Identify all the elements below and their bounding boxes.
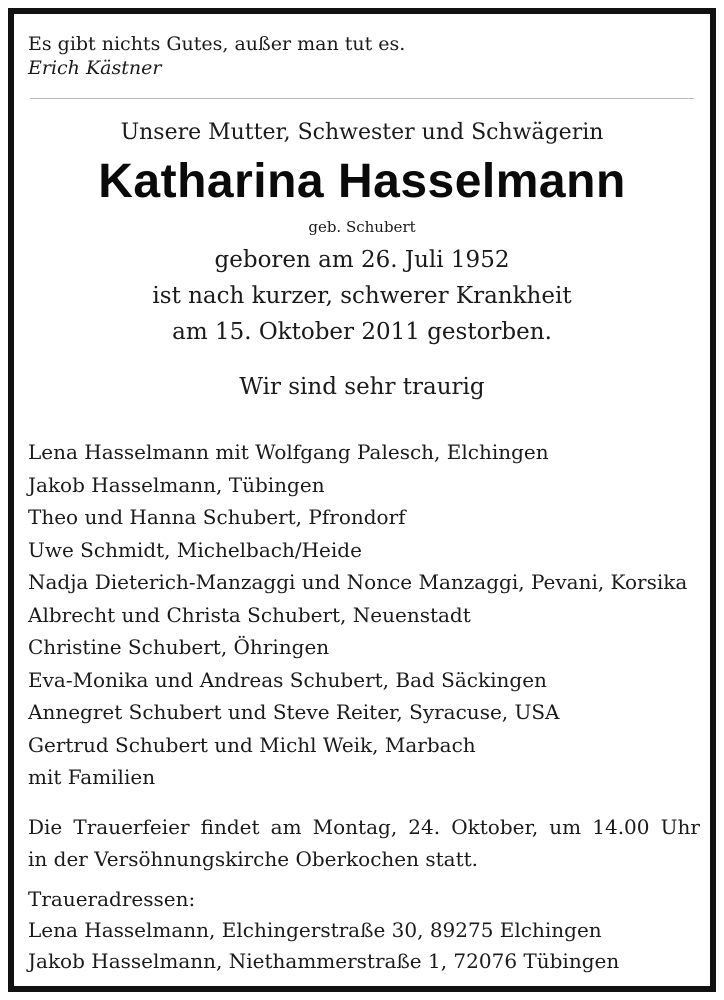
service-word: 24.	[408, 815, 441, 839]
mourner-entry: Nadja Dieterich-Manzaggi und Nonce Manzaggi, Pevani, Korsika	[28, 570, 688, 594]
mourner-entry: mit Familien	[28, 765, 156, 789]
mourner-entry: Gertrud Schubert und Michl Weik, Marbach	[28, 732, 476, 757]
death-line: am 15. Oktober 2011 gestorben.	[172, 319, 552, 345]
divider	[30, 98, 694, 99]
maiden-name: geb. Schubert	[308, 218, 416, 236]
birth-line: geboren am 26. Juli 1952	[214, 247, 510, 273]
quote-block	[28, 32, 405, 80]
address-line: Jakob Hasselmann, Niethammerstraße 1, 72076 Tübingen	[28, 949, 620, 973]
service-word: 14.00	[592, 815, 650, 839]
intro-line: Unsere Mutter, Schwester und Schwägerin	[120, 120, 604, 145]
service-line-2: in der Versöhnungskirche Oberkochen statt.	[28, 847, 479, 871]
quote-author: Erich Kästner	[28, 57, 162, 79]
addresses-heading: Traueradressen:	[28, 887, 196, 911]
mourner-entry: Albrecht und Christa Schubert, Neuenstadt	[28, 602, 471, 627]
service-word: Oktober,	[451, 815, 539, 839]
mourner-entry: Christine Schubert, Öhringen	[28, 635, 330, 659]
service-word: Uhr	[660, 815, 700, 839]
sentiment-line: Wir sind sehr traurig	[239, 374, 485, 400]
life-dates	[14, 242, 710, 350]
obituary-notice	[8, 8, 716, 992]
condolence-addresses	[28, 884, 619, 977]
mourner-entry: Eva-Monika und Andreas Schubert, Bad Säckingen	[28, 667, 547, 692]
service-word: Die	[28, 815, 63, 839]
service-word: Montag,	[312, 815, 398, 839]
mourner-entry: Annegret Schubert und Steve Reiter, Syracuse, USA	[28, 700, 560, 724]
service-word: um	[549, 815, 582, 839]
mourners-list	[28, 436, 687, 794]
address-line: Lena Hasselmann, Elchingerstraße 30, 89275 Elchingen	[28, 918, 602, 942]
funeral-service-info	[28, 811, 700, 875]
service-word: findet	[200, 815, 260, 839]
service-word: am	[270, 815, 302, 839]
mourner-entry: Lena Hasselmann mit Wolfgang Palesch, Elchingen	[28, 440, 549, 464]
quote-text: Es gibt nichts Gutes, außer man tut es.	[28, 33, 406, 55]
deceased-name: Katharina Hasselmann	[98, 155, 626, 208]
mourner-entry: Jakob Hasselmann, Tübingen	[28, 472, 325, 497]
mourner-entry: Uwe Schmidt, Michelbach/Heide	[28, 537, 362, 562]
mourner-entry: Theo und Hanna Schubert, Pfrondorf	[28, 505, 406, 529]
illness-line: ist nach kurzer, schwerer Krankheit	[152, 283, 572, 309]
service-line-1	[28, 811, 700, 843]
service-word: Trauerfeier	[73, 815, 190, 839]
